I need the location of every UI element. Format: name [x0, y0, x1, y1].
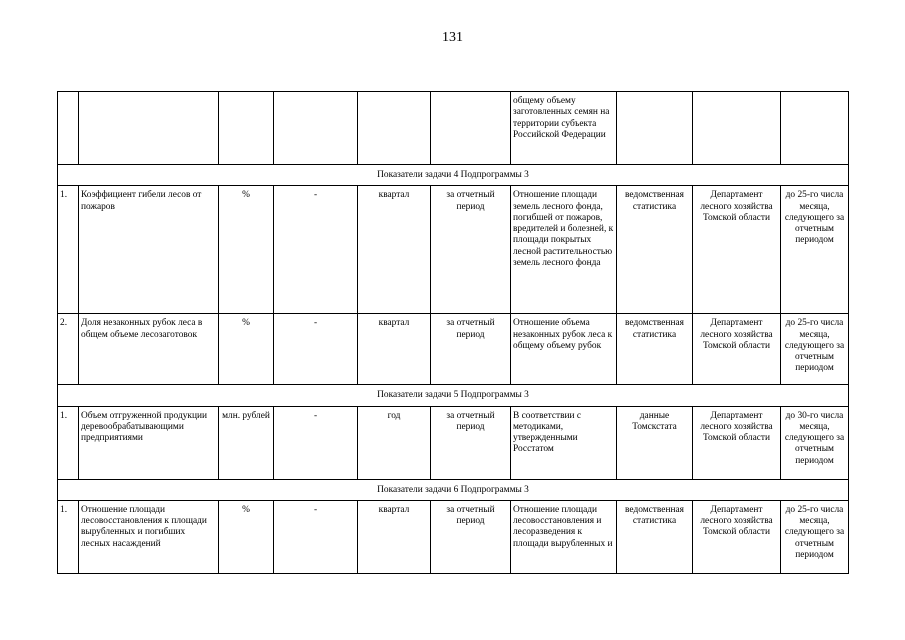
table-row [58, 186, 849, 314]
cell-name [79, 92, 219, 165]
table-row [58, 314, 849, 385]
section-title: Показатели задачи 4 Подпрограммы 3 [58, 165, 849, 186]
cell-dash [274, 92, 358, 165]
cell-responsible: Департамент лесного хозяйства Томской области [693, 314, 781, 385]
cell-num: 2. [58, 314, 79, 385]
cell-deadline: до 30-го числа месяца, следующего за отчетным периодом [781, 406, 849, 479]
cell-source: ведомственная статистика [617, 500, 693, 573]
cell-period: за отчетный период [431, 186, 511, 314]
cell-deadline [781, 92, 849, 165]
cell-periodicity: квартал [358, 500, 431, 573]
cell-dash: - [274, 186, 358, 314]
cell-source: ведомственная статистика [617, 314, 693, 385]
table-row-continued [58, 92, 849, 165]
cell-deadline: до 25-го числа месяца, следующего за отчетным периодом [781, 186, 849, 314]
cell-num: 1. [58, 500, 79, 573]
cell-periodicity: квартал [358, 314, 431, 385]
cell-name: Отношение площади лесовосстановления к площади вырубленных и погибших лесных насаждений [79, 500, 219, 573]
cell-name: Объем отгруженной продукции деревообрабатывающими предприятиями [79, 406, 219, 479]
cell-source: ведомственная статистика [617, 186, 693, 314]
cell-num: 1. [58, 186, 79, 314]
section-header-task-4 [58, 165, 849, 186]
cell-dash: - [274, 314, 358, 385]
cell-name: Коэффициент гибели лесов от пожаров [79, 186, 219, 314]
cell-unit: % [219, 186, 274, 314]
cell-unit: млн. рублей [219, 406, 274, 479]
cell-responsible [693, 92, 781, 165]
cell-method: Отношение площади земель лесного фонда, погибшей от пожаров, вредителей и болезней, к площади покрытых лесной растительностью земель лесного фонда [511, 186, 617, 314]
cell-responsible: Департамент лесного хозяйства Томской области [693, 500, 781, 573]
cell-unit: % [219, 314, 274, 385]
section-title: Показатели задачи 5 Подпрограммы 3 [58, 385, 849, 406]
section-header-task-5 [58, 385, 849, 406]
cell-source [617, 92, 693, 165]
cell-deadline: до 25-го числа месяца, следующего за отчетным периодом [781, 500, 849, 573]
section-title: Показатели задачи 6 Подпрограммы 3 [58, 479, 849, 500]
cell-name: Доля незаконных рубок леса в общем объеме лесозаготовок [79, 314, 219, 385]
cell-num [58, 92, 79, 165]
cell-periodicity: квартал [358, 186, 431, 314]
page-number: 131 [442, 30, 463, 45]
cell-periodicity [358, 92, 431, 165]
cell-method: В соответствии с методиками, утвержденными Росстатом [511, 406, 617, 479]
cell-period [431, 92, 511, 165]
cell-unit: % [219, 500, 274, 573]
section-header-task-6 [58, 479, 849, 500]
cell-period: за отчетный период [431, 500, 511, 573]
cell-dash: - [274, 406, 358, 479]
cell-source: данные Томскстата [617, 406, 693, 479]
cell-deadline: до 25-го числа месяца, следующего за отчетным периодом [781, 314, 849, 385]
cell-num: 1. [58, 406, 79, 479]
cell-method: Отношение объема незаконных рубок леса к общему объему рубок [511, 314, 617, 385]
cell-unit [219, 92, 274, 165]
cell-method: общему объему заготовленных семян на территории субъекта Российской Федерации [511, 92, 617, 165]
table-row [58, 406, 849, 479]
cell-dash: - [274, 500, 358, 573]
cell-period: за отчетный период [431, 314, 511, 385]
cell-responsible: Департамент лесного хозяйства Томской области [693, 406, 781, 479]
indicators-table [57, 91, 849, 574]
cell-method: Отношение площади лесовосстановления и лесоразведения к площади вырубленных и [511, 500, 617, 573]
cell-responsible: Департамент лесного хозяйства Томской области [693, 186, 781, 314]
cell-period: за отчетный период [431, 406, 511, 479]
table-row [58, 500, 849, 573]
cell-periodicity: год [358, 406, 431, 479]
